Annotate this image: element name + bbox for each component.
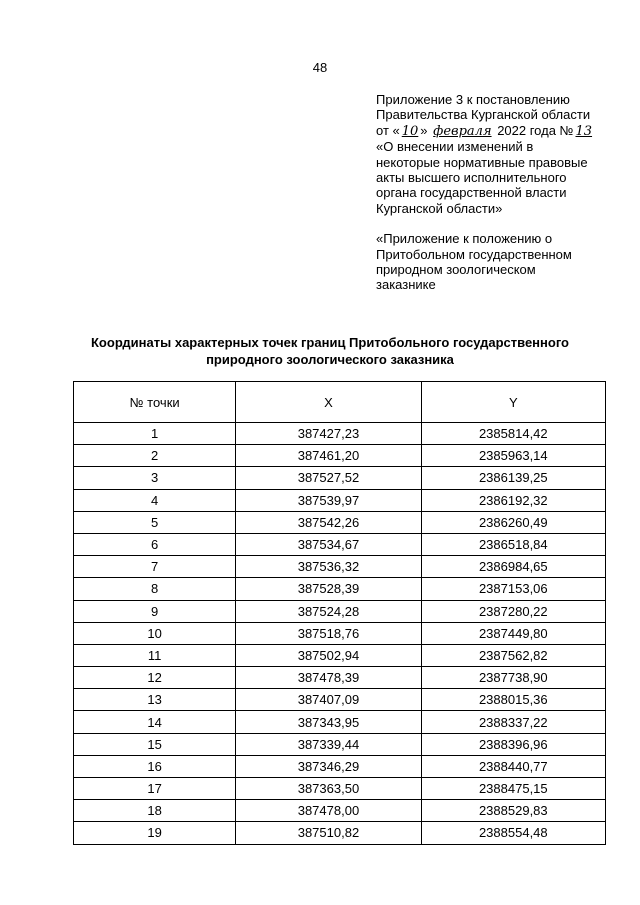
table-row bbox=[74, 578, 606, 600]
table-row bbox=[74, 600, 606, 622]
cell-point-number: 7 bbox=[74, 556, 236, 578]
title-line-2: природного зоологического заказника bbox=[206, 352, 454, 367]
cell-point-number: 8 bbox=[74, 578, 236, 600]
cell-y: 2386192,32 bbox=[421, 489, 605, 511]
cell-point-number: 15 bbox=[74, 733, 236, 755]
cell-y: 2387449,80 bbox=[421, 622, 605, 644]
table-row bbox=[74, 467, 606, 489]
cell-point-number: 16 bbox=[74, 755, 236, 777]
page-number: 48 bbox=[312, 60, 328, 75]
cell-y: 2386260,49 bbox=[421, 511, 605, 533]
header-point-number: № точки bbox=[74, 382, 236, 423]
cell-y: 2388475,15 bbox=[421, 778, 605, 800]
table-row bbox=[74, 445, 606, 467]
cell-point-number: 19 bbox=[74, 822, 236, 844]
cell-x: 387539,97 bbox=[236, 489, 421, 511]
cell-x: 387461,20 bbox=[236, 445, 421, 467]
date-year-text: 2022 года № bbox=[497, 122, 574, 138]
sub-appendix-line-1: «Приложение к положению о bbox=[376, 231, 553, 247]
handwritten-number: 13 bbox=[575, 123, 593, 139]
cell-x: 387363,50 bbox=[236, 778, 421, 800]
cell-point-number: 17 bbox=[74, 778, 236, 800]
cell-x: 387346,29 bbox=[236, 755, 421, 777]
table-row bbox=[74, 511, 606, 533]
cell-point-number: 12 bbox=[74, 667, 236, 689]
appendix-line-6: акты высшего исполнительного bbox=[376, 170, 567, 186]
table-row bbox=[74, 689, 606, 711]
sub-appendix-line-3: природном зоологическом bbox=[376, 262, 536, 278]
cell-x: 387510,82 bbox=[236, 822, 421, 844]
cell-x: 387478,39 bbox=[236, 667, 421, 689]
table-row bbox=[74, 711, 606, 733]
table-row bbox=[74, 556, 606, 578]
cell-y: 2387562,82 bbox=[421, 644, 605, 666]
handwritten-day: 10 bbox=[401, 123, 419, 139]
cell-y: 2387738,90 bbox=[421, 667, 605, 689]
cell-y: 2388015,36 bbox=[421, 689, 605, 711]
cell-point-number: 2 bbox=[74, 445, 236, 467]
cell-point-number: 6 bbox=[74, 533, 236, 555]
cell-point-number: 3 bbox=[74, 467, 236, 489]
cell-point-number: 18 bbox=[74, 800, 236, 822]
table-row bbox=[74, 800, 606, 822]
header-y: Y bbox=[421, 382, 605, 423]
table-row bbox=[74, 489, 606, 511]
cell-x: 387343,95 bbox=[236, 711, 421, 733]
cell-y: 2386984,65 bbox=[421, 556, 605, 578]
cell-point-number: 5 bbox=[74, 511, 236, 533]
table-row bbox=[74, 622, 606, 644]
appendix-line-2: Правительства Курганской области bbox=[376, 107, 591, 123]
cell-point-number: 4 bbox=[74, 489, 236, 511]
table-row bbox=[74, 533, 606, 555]
table-header-row bbox=[74, 382, 606, 423]
cell-x: 387527,52 bbox=[236, 467, 421, 489]
cell-x: 387478,00 bbox=[236, 800, 421, 822]
sub-appendix-line-2: Притобольном государственном bbox=[376, 246, 572, 262]
cell-y: 2387280,22 bbox=[421, 600, 605, 622]
cell-x: 387542,26 bbox=[236, 511, 421, 533]
cell-y: 2388396,96 bbox=[421, 733, 605, 755]
document-title bbox=[60, 334, 600, 368]
cell-x: 387339,44 bbox=[236, 733, 421, 755]
appendix-line-8: Курганской области» bbox=[376, 200, 503, 216]
cell-y: 2388440,77 bbox=[421, 755, 605, 777]
title-line-1: Координаты характерных точек границ Притобольного государственного bbox=[91, 335, 569, 350]
cell-y: 2388337,22 bbox=[421, 711, 605, 733]
appendix-block bbox=[376, 92, 626, 293]
cell-y: 2388529,83 bbox=[421, 800, 605, 822]
cell-x: 387502,94 bbox=[236, 644, 421, 666]
cell-x: 387407,09 bbox=[236, 689, 421, 711]
handwritten-month: февраля bbox=[433, 123, 492, 139]
cell-x: 387534,67 bbox=[236, 533, 421, 555]
table-row bbox=[74, 667, 606, 689]
cell-y: 2385814,42 bbox=[421, 423, 605, 445]
cell-point-number: 10 bbox=[74, 622, 236, 644]
header-x: X bbox=[236, 382, 421, 423]
date-day-close: » bbox=[420, 122, 428, 138]
table-row bbox=[74, 423, 606, 445]
cell-y: 2388554,48 bbox=[421, 822, 605, 844]
cell-point-number: 13 bbox=[74, 689, 236, 711]
table-body bbox=[74, 423, 606, 845]
cell-x: 387528,39 bbox=[236, 578, 421, 600]
cell-x: 387518,76 bbox=[236, 622, 421, 644]
cell-x: 387427,23 bbox=[236, 423, 421, 445]
appendix-line-1: Приложение 3 к постановлению bbox=[376, 92, 570, 107]
cell-point-number: 1 bbox=[74, 423, 236, 445]
appendix-line-4: «О внесении изменений в bbox=[376, 139, 534, 155]
cell-point-number: 9 bbox=[74, 600, 236, 622]
appendix-date-line bbox=[376, 123, 626, 139]
cell-point-number: 11 bbox=[74, 644, 236, 666]
table-row bbox=[74, 644, 606, 666]
table-row bbox=[74, 778, 606, 800]
appendix-line-7: органа государственной власти bbox=[376, 185, 567, 201]
cell-y: 2387153,06 bbox=[421, 578, 605, 600]
date-prefix: от « bbox=[376, 122, 400, 138]
appendix-line-5: некоторые нормативные правовые bbox=[376, 154, 588, 170]
sub-appendix-line-4: заказнике bbox=[376, 277, 436, 293]
cell-y: 2386139,25 bbox=[421, 467, 605, 489]
table-row bbox=[74, 755, 606, 777]
cell-y: 2385963,14 bbox=[421, 445, 605, 467]
cell-x: 387524,28 bbox=[236, 600, 421, 622]
coordinates-table bbox=[73, 381, 606, 845]
table-row bbox=[74, 822, 606, 844]
cell-point-number: 14 bbox=[74, 711, 236, 733]
table-row bbox=[74, 733, 606, 755]
cell-y: 2386518,84 bbox=[421, 533, 605, 555]
cell-x: 387536,32 bbox=[236, 556, 421, 578]
